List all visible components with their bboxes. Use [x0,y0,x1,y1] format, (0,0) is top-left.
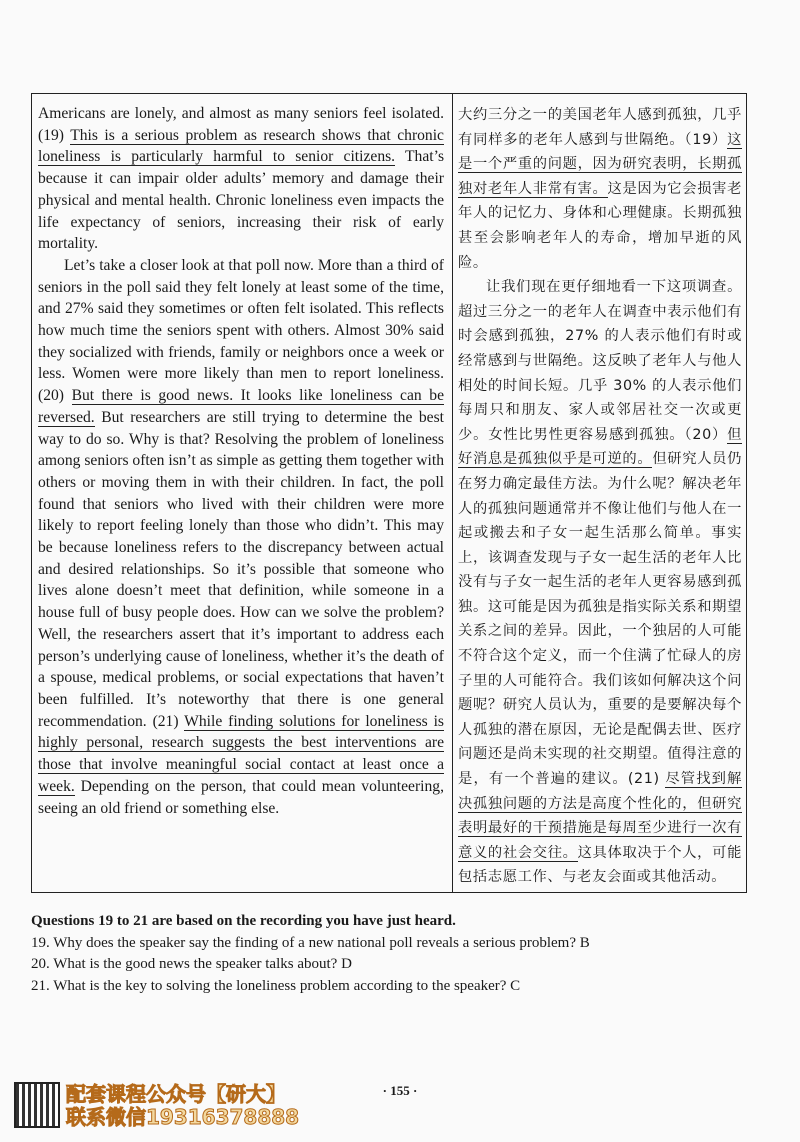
page-number: · 155 · [382,1083,418,1098]
chinese-paragraph-1: 大约三分之一的美国老年人感到孤独，几乎有同样多的老年人感到与世隔绝。（19）这是一个严重的问题，因为研究表明，长期孤独对老年人非常有害。这是因为它会损害老年人的记忆力、身体和心理健康。长期孤独甚至会影响老年人的寿命，增加早逝的风险。 [458,107,742,271]
answer-19-underline-zh: 这是一个严重的问题，因为研究表明，长期孤独对老年人非常有害。 [458,131,742,197]
answer-20-underline: But there is good news. It looks like loneliness can be reversed. [38,387,444,426]
english-transcript [38,103,444,819]
english-paragraph-2: Let’s take a closer look at that poll now. More than a third of seniors in the poll said they felt lonely at least some of the time, and 27% said they sometimes or often felt isolated. This reflects how much time the seniors spent with others. Almost 30% said they socialized with friends, family or neighbors once a week or less. Women were more likely than men to report loneliness. (20) But there is good news. It looks like loneliness can be reversed. But researchers are still trying to determine the best way to do so. Why is that? Resolving the problem of loneliness among seniors often isn’t as simple as getting them together with others or moving them in with their children. In fact, the poll found that seniors who lived with their children were more likely to report feeling lonely than those who didn’t. This may be because loneliness refers to the discrepancy between actual and desired relationships. So it’s possible that someone who lives alone doesn’t meet that definition, while someone in a house full of busy people does. How can we solve the problem? Well, the researchers assert that it’s important to address each person’s underlying cause of loneliness, whether it’s the death of a spouse, medical problems, or social expectations that haven’t been fulfilled. It’s noteworthy that there is one general recommendation. (21) While finding solutions for loneliness is highly personal, research suggests the best interventions are those that involve meaningful social contact at least once a week. Depending on the person, that could mean volunteering, seeing an old friend or something else. [38,256,444,817]
questions-heading: Questions 19 to 21 are based on the recording you have just heard. [31,913,456,929]
question-20: 20. What is the good news the speaker talks about? D [31,956,352,972]
question-19: 19. Why does the speaker say the finding of a new national poll reveals a serious problem? B [31,934,590,951]
watermark-line-1: 配套课程公众号【研大】 [66,1082,286,1106]
watermark-line-2: 联系微信19316378888 [66,1105,300,1129]
answer-19-underline: This is a serious problem as research shows that chronic loneliness is particularly harmful to senior citizens. [38,126,444,166]
answer-21-underline-zh: 尽管找到解决孤独问题的方法是高度个性化的，但研究表明最好的干预措施是每周至少进行一次有意义的社会交往。 [458,771,742,861]
english-paragraph-1: Americans are lonely, and almost as many seniors feel isolated. (19) This is a serious problem as research shows that chronic loneliness is particularly harmful to senior citizens. That’s because it can impair older adults’ memory and damage their physical and mental health. Chronic loneliness even impacts the life expectancy of seniors, increasing their risk of early mortality. [38,105,445,253]
column-divider [452,93,453,893]
question-21: 21. What is the key to solving the loneliness problem according to the speaker? C [31,977,521,994]
answer-21-underline: While finding solutions for loneliness is highly personal, research suggests the best interventions are those that involve meaningful social contact at least once a week. [38,712,444,795]
chinese-translation [458,103,742,890]
answer-20-underline-zh: 但好消息是孤独似乎是可逆的。 [458,426,742,468]
chinese-paragraph-2: 让我们现在更仔细地看一下这项调查。超过三分之一的老年人在调查中表示他们有时会感到孤独，27% 的人表示他们有时或经常感到与世隔绝。这反映了老年人与他人相处的时间长短。几乎 30% 的人表示他们每周只和朋友、家人或邻居社交一次或更少。女性比男性更容易感到孤独。（20）但好消息是孤独似乎是可逆的。但研究人员仍在努力确定最佳方法。为什么呢？解决老年人的孤独问题通常并不像让他们与他人在一起或搬去和子女一起生活那么简单。事实上，该调查发现与子女一起生活的老年人比没有与子女一起生活的老年人更容易感到孤独。这可能是因为孤独是指实际关系和期望关系之间的差异。因此，一个独居的人可能不符合这个定义，而一个住满了忙碌人的房子里的人可能符合。我们该如何解决这个问题呢？研究人员认为，重要的是要解决每个人孤独的潜在原因，无论是配偶去世、医疗问题还是尚未实现的社交期望。值得注意的是，有一个普遍的建议。(21) 尽管找到解决孤独问题的方法是高度个性化的，但研究表明最好的干预措施是每周至少进行一次有意义的社会交往。这具体取决于个人，可能包括志愿工作、与老友会面或其他活动。 [458,279,742,886]
questions-section [31,911,747,997]
